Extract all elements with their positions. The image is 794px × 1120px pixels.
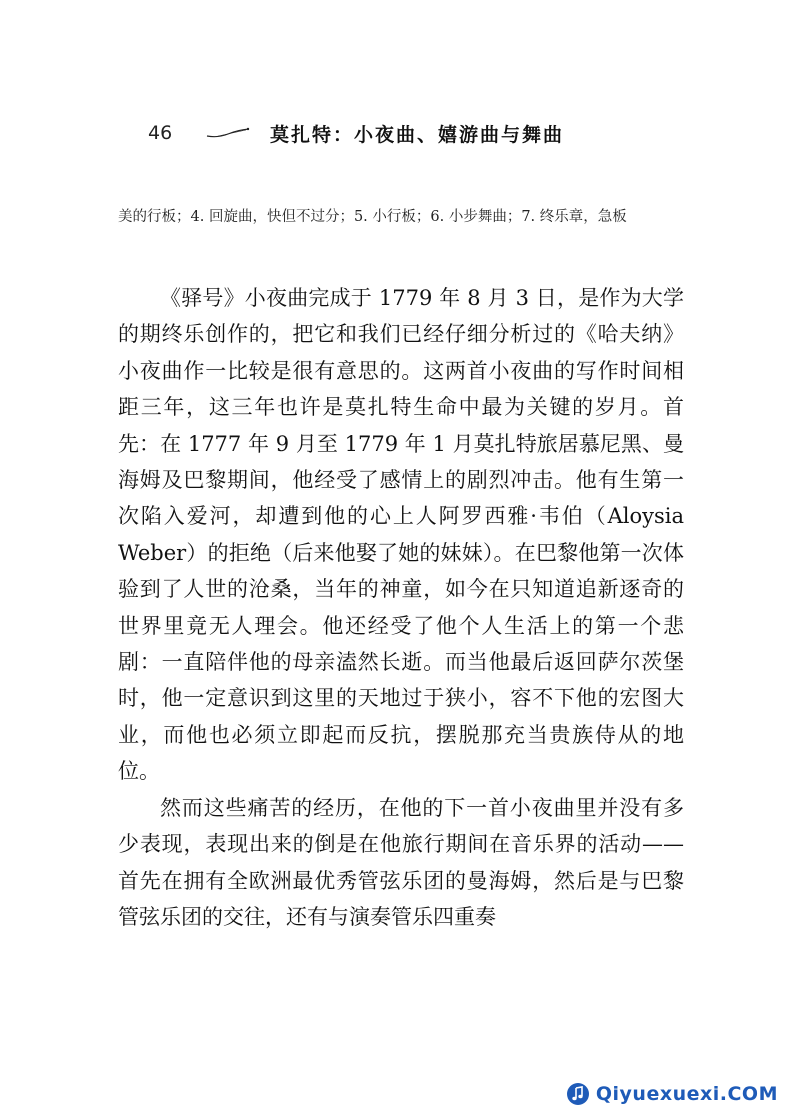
body-text xyxy=(118,280,684,935)
paragraph: 《驿号》小夜曲完成于 1779 年 8 月 3 日，是作为大学的期终乐创作的，把它和我们已经仔细分析过的《哈夫纳》小夜曲作一比较是很有意思的。这两首小夜曲的写作时间相距三年，这三年也许是莫扎特生命中最为关键的岁月。首先：在 1777 年 9 月至 1779 年 1 月莫扎特旅居慕尼黑、曼海姆及巴黎期间，他经受了感情上的剧烈冲击。他有生第一次陷入爱河，却遭到他的心上人阿罗西雅·韦伯（Aloysia Weber）的拒绝（后来他娶了她的妹妹）。在巴黎他第一次体验到了人世的沧桑，当年的神童，如今在只知道追新逐奇的世界里竟无人理会。他还经受了他个人生活上的第一个悲剧：一直陪伴他的母亲溘然长逝。而当他最后返回萨尔茨堡时，他一定意识到这里的天地过于狭小，容不下他的宏图大业，而他也必须立即起而反抗，摆脱那充当贵族侍从的地位。 xyxy=(118,286,684,784)
paragraph: 然而这些痛苦的经历，在他的下一首小夜曲里并没有多少表现，表现出来的倒是在他旅行期间在音乐界的活动——首先在拥有全欧洲最优秀管弦乐团的曼海姆，然后是与巴黎管弦乐团的交往，还有与演奏管乐四重奏 xyxy=(118,795,684,929)
music-note-icon xyxy=(566,1082,590,1106)
flourish-ornament-icon xyxy=(206,127,250,139)
caption-text: 美的行板；4. 回旋曲，快但不过分；5. 小行板；6. 小步舞曲；7. 终乐章，急板 xyxy=(118,209,627,225)
site-watermark xyxy=(566,1082,778,1106)
page-number: 46 xyxy=(148,122,173,144)
page-header xyxy=(148,118,668,148)
watermark-text: Qiyuexuexi.COM xyxy=(595,1083,778,1105)
running-title: 莫扎特：小夜曲、嬉游曲与舞曲 xyxy=(270,123,565,146)
